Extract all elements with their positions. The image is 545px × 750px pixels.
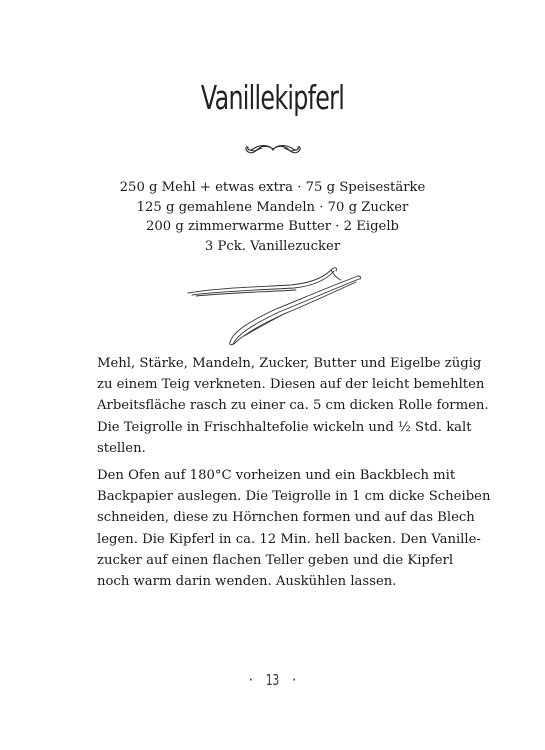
mustache-icon [244, 143, 302, 161]
instruction-paragraph [97, 353, 489, 459]
text-line: schneiden, diese zu Hörnchen formen und auf das Blech [97, 510, 475, 526]
text-line: Den Ofen auf 180°C vorheizen und ein Backblech mit [97, 468, 456, 483]
ingredient-line: 250 g Mehl + etwas extra · 75 g Speisestärke [119, 180, 426, 195]
text-line: zucker auf einen flachen Teller geben und die Kipferl [97, 552, 454, 568]
vanilla-pods-icon [186, 262, 362, 346]
ingredient-line: 3 Pck. Vanillezucker [204, 238, 341, 254]
text-line: Die Teigrolle in Frischhaltefolie wickeln und ½ Std. kalt [97, 419, 472, 435]
recipe-title: Vanillekipferl [200, 78, 345, 117]
ingredient-line: 200 g zimmerwarme Butter · 2 Eigelb [145, 219, 400, 234]
text-line: Arbeitsfläche rasch zu einer ca. 5 cm dicken Rolle formen. [97, 398, 489, 414]
text-line: Mehl, Stärke, Mandeln, Zucker, Butter und Eigelbe zügig [97, 356, 482, 371]
page-number-dot: · [291, 671, 297, 689]
text-line: Backpapier auslegen. Die Teigrolle in 1 cm dicke Scheiben [97, 489, 491, 505]
page-number-value: 13 [265, 671, 280, 689]
ingredient-list [0, 178, 545, 256]
text-line: stellen. [97, 440, 146, 456]
ingredient-line: 125 g gemahlene Mandeln · 70 g Zucker [136, 199, 409, 215]
page-number-dot: · [248, 671, 254, 689]
text-line: legen. Die Kipferl in ca. 12 Min. hell backen. Den Vanille- [97, 531, 481, 547]
instruction-paragraph [97, 465, 491, 592]
text-line: noch warm darin wenden. Auskühlen lassen. [97, 574, 397, 590]
text-line: zu einem Teig verkneten. Diesen auf der leicht bemehlten [97, 377, 485, 393]
page-number [0, 671, 545, 689]
